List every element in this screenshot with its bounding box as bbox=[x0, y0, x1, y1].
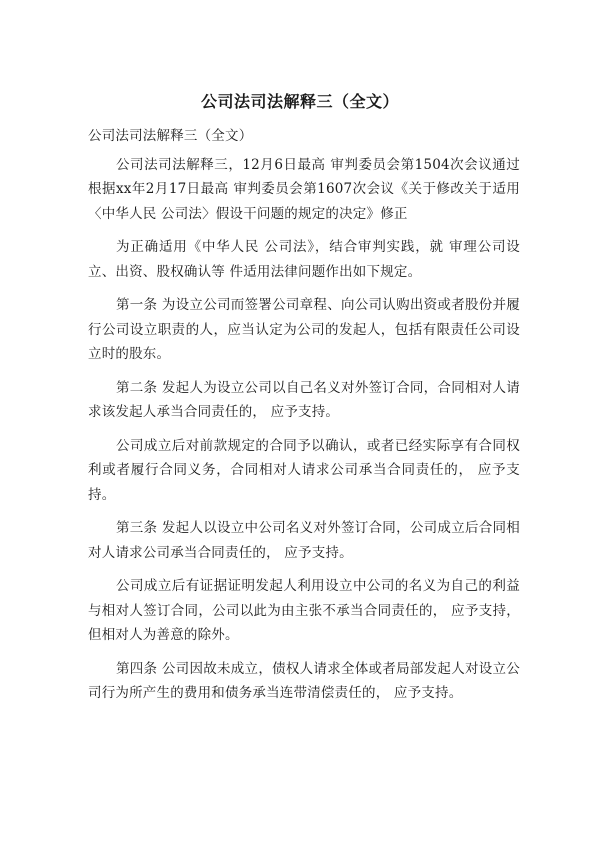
paragraph-article-3: 第三条 发起人以设立中公司名义对外签订合同，公司成立后合同相对人请求公司承当合同责任的， 应予支持。 bbox=[88, 520, 520, 561]
document-subtitle: 公司法司法解释三（全文） bbox=[88, 128, 253, 144]
paragraph-article-2-clause-2: 公司成立后对前款规定的合同予以确认，或者已经实际享有合同权利或者履行合同义务，合同相对人请求公司承当合同责任的， 应予支持。 bbox=[88, 437, 520, 503]
paragraph-intro: 公司法司法解释三，12月6日最高 审判委员会第1504次会议通过 根据xx年2月17日最高 审判委员会第1607次会议《关于修改关于适用〈中华人民 公司法〉假设干问题的规定的决定》修正 bbox=[88, 156, 520, 222]
paragraph-purpose: 为正确适用《中华人民 公司法》，结合审判实践，就 审理公司设立、出资、股权确认等 件适用法律问题作出如下规定。 bbox=[88, 239, 520, 280]
paragraph-article-1: 第一条 为设立公司而签署公司章程、向公司认购出资或者股份并履行公司设立职责的人，应当认定为公司的发起人，包括有限责任公司设立时的股东。 bbox=[88, 297, 520, 362]
document-body bbox=[88, 124, 520, 715]
document-title: 公司法司法解释三（全文） bbox=[200, 92, 399, 111]
paragraph-article-3-clause-2: 公司成立后有证据证明发起人利用设立中公司的名义为自己的利益与相对人签订合同，公司以此为由主张不承当合同责任的， 应予支持，但相对人为善意的除外。 bbox=[88, 578, 520, 643]
paragraph-article-4: 第四条 公司因故未成立，债权人请求全体或者局部发起人对设立公司行为所产生的费用和债务承当连带清偿责任的， 应予支持。 bbox=[88, 660, 520, 701]
paragraph-article-2: 第二条 发起人为设立公司以自己名义对外签订合同，合同相对人请求该发起人承当合同责任的， 应予支持。 bbox=[88, 379, 520, 420]
